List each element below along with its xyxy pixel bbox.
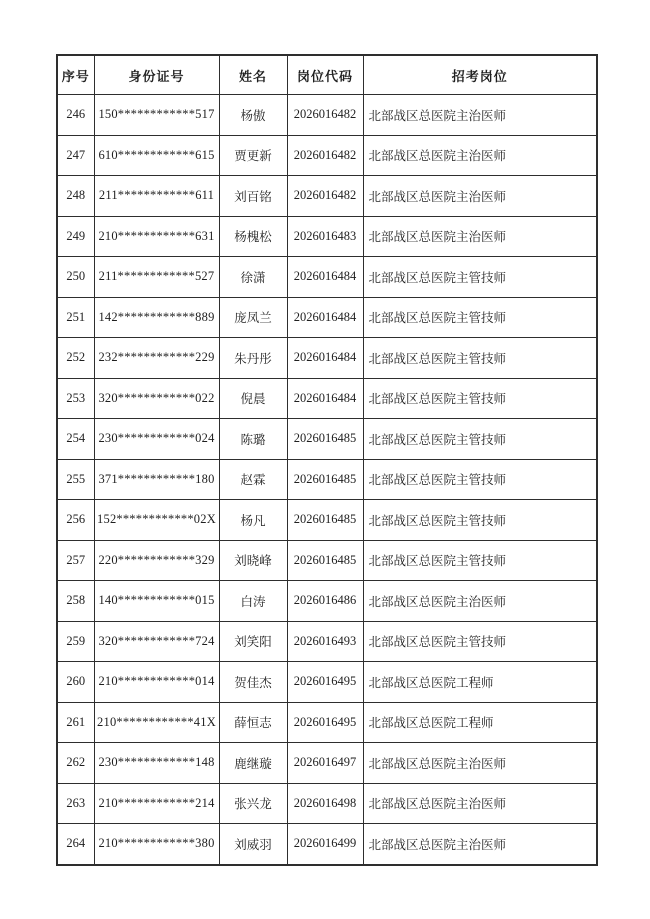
cell-name: 徐潇: [219, 257, 287, 298]
cell-name: 薛恒志: [219, 702, 287, 743]
cell-job-title: 北部战区总医院主治医师: [363, 824, 597, 865]
cell-job-code: 2026016484: [287, 257, 363, 298]
cell-id-number: 140************015: [94, 581, 219, 622]
column-header-index: 序号: [57, 55, 94, 95]
cell-id-number: 320************724: [94, 621, 219, 662]
cell-job-title: 北部战区总医院主治医师: [363, 581, 597, 622]
table-row: [57, 378, 597, 419]
cell-index: 259: [57, 621, 94, 662]
cell-job-title: 北部战区总医院主管技师: [363, 459, 597, 500]
cell-index: 261: [57, 702, 94, 743]
cell-id-number: 220************329: [94, 540, 219, 581]
cell-job-code: 2026016485: [287, 540, 363, 581]
cell-id-number: 230************148: [94, 743, 219, 784]
cell-id-number: 232************229: [94, 338, 219, 379]
cell-job-code: 2026016482: [287, 95, 363, 136]
cell-id-number: 211************527: [94, 257, 219, 298]
table-row: [57, 135, 597, 176]
table-row: [57, 702, 597, 743]
cell-job-code: 2026016485: [287, 459, 363, 500]
cell-job-title: 北部战区总医院主治医师: [363, 743, 597, 784]
table-row: [57, 662, 597, 703]
cell-job-code: 2026016495: [287, 702, 363, 743]
cell-job-code: 2026016483: [287, 216, 363, 257]
cell-name: 倪晨: [219, 378, 287, 419]
table-row: [57, 176, 597, 217]
cell-index: 263: [57, 783, 94, 824]
cell-name: 贺佳杰: [219, 662, 287, 703]
cell-job-code: 2026016486: [287, 581, 363, 622]
cell-index: 257: [57, 540, 94, 581]
cell-job-code: 2026016493: [287, 621, 363, 662]
table-row: [57, 500, 597, 541]
cell-id-number: 210************380: [94, 824, 219, 865]
table-row: [57, 581, 597, 622]
recruitment-roster-table: [56, 54, 598, 866]
cell-job-title: 北部战区总医院工程师: [363, 662, 597, 703]
cell-id-number: 142************889: [94, 297, 219, 338]
cell-job-title: 北部战区总医院主治医师: [363, 135, 597, 176]
cell-job-title: 北部战区总医院工程师: [363, 702, 597, 743]
cell-name: 白涛: [219, 581, 287, 622]
cell-index: 249: [57, 216, 94, 257]
cell-id-number: 371************180: [94, 459, 219, 500]
cell-index: 260: [57, 662, 94, 703]
cell-index: 258: [57, 581, 94, 622]
cell-job-code: 2026016499: [287, 824, 363, 865]
cell-job-code: 2026016498: [287, 783, 363, 824]
cell-name: 刘晓峰: [219, 540, 287, 581]
column-header-job-title: 招考岗位: [363, 55, 597, 95]
cell-id-number: 152************02X: [94, 500, 219, 541]
cell-name: 赵霖: [219, 459, 287, 500]
table-row: [57, 824, 597, 865]
column-header-name: 姓名: [219, 55, 287, 95]
cell-id-number: 210************014: [94, 662, 219, 703]
cell-name: 刘百铭: [219, 176, 287, 217]
cell-name: 杨槐松: [219, 216, 287, 257]
cell-name: 鹿继璇: [219, 743, 287, 784]
table-row: [57, 95, 597, 136]
cell-name: 张兴龙: [219, 783, 287, 824]
cell-id-number: 211************611: [94, 176, 219, 217]
cell-index: 262: [57, 743, 94, 784]
cell-job-title: 北部战区总医院主管技师: [363, 621, 597, 662]
cell-index: 254: [57, 419, 94, 460]
cell-index: 248: [57, 176, 94, 217]
cell-id-number: 610************615: [94, 135, 219, 176]
cell-name: 杨傲: [219, 95, 287, 136]
table-row: [57, 257, 597, 298]
cell-job-code: 2026016495: [287, 662, 363, 703]
cell-job-title: 北部战区总医院主管技师: [363, 419, 597, 460]
cell-job-title: 北部战区总医院主管技师: [363, 297, 597, 338]
cell-name: 刘笑阳: [219, 621, 287, 662]
table-row: [57, 621, 597, 662]
cell-job-title: 北部战区总医院主治医师: [363, 783, 597, 824]
cell-name: 庞凤兰: [219, 297, 287, 338]
cell-index: 252: [57, 338, 94, 379]
cell-job-title: 北部战区总医院主管技师: [363, 540, 597, 581]
cell-index: 255: [57, 459, 94, 500]
cell-index: 246: [57, 95, 94, 136]
cell-name: 朱丹彤: [219, 338, 287, 379]
cell-job-title: 北部战区总医院主管技师: [363, 257, 597, 298]
cell-job-code: 2026016485: [287, 419, 363, 460]
cell-job-title: 北部战区总医院主管技师: [363, 338, 597, 379]
cell-id-number: 210************41X: [94, 702, 219, 743]
cell-index: 256: [57, 500, 94, 541]
column-header-id-number: 身份证号: [94, 55, 219, 95]
cell-id-number: 230************024: [94, 419, 219, 460]
cell-index: 264: [57, 824, 94, 865]
cell-id-number: 320************022: [94, 378, 219, 419]
table-header: [57, 55, 597, 95]
cell-index: 253: [57, 378, 94, 419]
table-row: [57, 783, 597, 824]
cell-job-title: 北部战区总医院主管技师: [363, 500, 597, 541]
cell-job-code: 2026016484: [287, 378, 363, 419]
cell-job-title: 北部战区总医院主管技师: [363, 378, 597, 419]
cell-name: 陈璐: [219, 419, 287, 460]
cell-index: 250: [57, 257, 94, 298]
column-header-job-code: 岗位代码: [287, 55, 363, 95]
table-row: [57, 216, 597, 257]
cell-job-code: 2026016497: [287, 743, 363, 784]
cell-name: 贾更新: [219, 135, 287, 176]
cell-job-title: 北部战区总医院主治医师: [363, 95, 597, 136]
table-row: [57, 297, 597, 338]
table-row: [57, 338, 597, 379]
cell-job-code: 2026016485: [287, 500, 363, 541]
cell-name: 杨凡: [219, 500, 287, 541]
table-row: [57, 459, 597, 500]
cell-id-number: 210************214: [94, 783, 219, 824]
table-row: [57, 419, 597, 460]
cell-name: 刘威羽: [219, 824, 287, 865]
cell-job-code: 2026016482: [287, 135, 363, 176]
cell-job-code: 2026016484: [287, 338, 363, 379]
cell-job-code: 2026016484: [287, 297, 363, 338]
table-row: [57, 743, 597, 784]
cell-index: 247: [57, 135, 94, 176]
header-row: [57, 55, 597, 95]
cell-job-code: 2026016482: [287, 176, 363, 217]
table-body: [57, 95, 597, 865]
cell-job-title: 北部战区总医院主治医师: [363, 176, 597, 217]
cell-id-number: 150************517: [94, 95, 219, 136]
table-row: [57, 540, 597, 581]
cell-index: 251: [57, 297, 94, 338]
cell-job-title: 北部战区总医院主治医师: [363, 216, 597, 257]
cell-id-number: 210************631: [94, 216, 219, 257]
